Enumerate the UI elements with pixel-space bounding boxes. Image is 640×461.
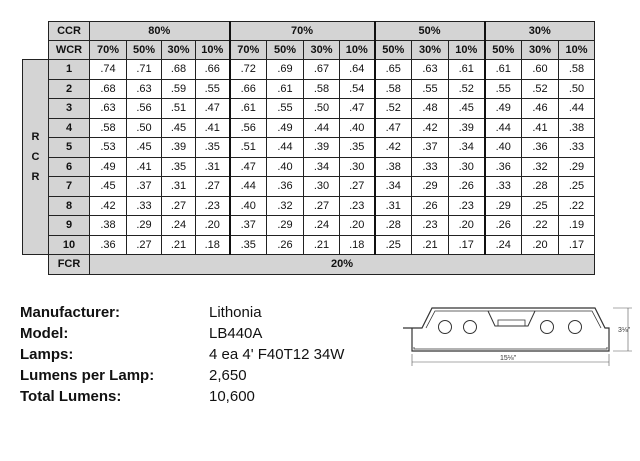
wcr-label: WCR bbox=[49, 41, 90, 60]
cu-value-cell: .45 bbox=[127, 138, 162, 158]
ballast-channel bbox=[488, 311, 535, 326]
cu-value-cell: .36 bbox=[267, 177, 304, 197]
rcr-row-number: 4 bbox=[49, 118, 90, 138]
cu-value-cell: .24 bbox=[485, 235, 522, 255]
rcr-row-number: 6 bbox=[49, 157, 90, 177]
coefficient-of-utilization-table bbox=[22, 21, 595, 275]
rcr-side-label bbox=[23, 60, 49, 255]
cu-value-cell: .52 bbox=[449, 79, 485, 99]
cu-value-cell: .30 bbox=[340, 157, 375, 177]
ccr-label: CCR bbox=[49, 22, 90, 41]
spec-label: Model: bbox=[20, 325, 69, 342]
rcr-letter: R bbox=[31, 171, 40, 183]
cu-value-cell: .35 bbox=[196, 138, 230, 158]
lamp-2 bbox=[464, 321, 477, 334]
wcr-header: 30% bbox=[162, 41, 196, 60]
cu-value-cell: .27 bbox=[304, 196, 340, 216]
cu-value-cell: .50 bbox=[127, 118, 162, 138]
cu-value-cell: .53 bbox=[90, 138, 127, 158]
cu-value-cell: .26 bbox=[449, 177, 485, 197]
cu-value-cell: .56 bbox=[230, 118, 267, 138]
cu-value-cell: .28 bbox=[375, 216, 412, 236]
cu-value-cell: .44 bbox=[304, 118, 340, 138]
table-corner-blank bbox=[23, 41, 49, 60]
rcr-letter: R bbox=[31, 131, 40, 143]
cu-value-cell: .25 bbox=[522, 196, 559, 216]
wcr-header: 50% bbox=[485, 41, 522, 60]
cu-value-cell: .21 bbox=[412, 235, 449, 255]
rcr-row-number: 2 bbox=[49, 79, 90, 99]
cu-value-cell: .35 bbox=[162, 157, 196, 177]
cu-value-cell: .66 bbox=[196, 60, 230, 80]
cu-value-cell: .27 bbox=[162, 196, 196, 216]
lens-frame bbox=[414, 347, 607, 349]
cu-value-cell: .39 bbox=[304, 138, 340, 158]
cu-value-cell: .44 bbox=[230, 177, 267, 197]
cu-value-cell: .44 bbox=[559, 99, 595, 119]
cu-value-cell: .42 bbox=[90, 196, 127, 216]
cu-value-cell: .58 bbox=[375, 79, 412, 99]
spec-label: Manufacturer: bbox=[20, 304, 121, 321]
wcr-header: 30% bbox=[304, 41, 340, 60]
lamp-4 bbox=[569, 321, 582, 334]
cu-value-cell: .68 bbox=[162, 60, 196, 80]
cu-value-cell: .52 bbox=[375, 99, 412, 119]
cu-value-cell: .34 bbox=[304, 157, 340, 177]
cu-value-cell: .36 bbox=[485, 157, 522, 177]
cu-value-cell: .60 bbox=[522, 60, 559, 80]
cu-value-cell: .45 bbox=[449, 99, 485, 119]
cu-value-cell: .66 bbox=[230, 79, 267, 99]
rcr-letter: C bbox=[31, 151, 40, 163]
cu-value-cell: .17 bbox=[449, 235, 485, 255]
cu-value-cell: .41 bbox=[196, 118, 230, 138]
cu-value-cell: .42 bbox=[412, 118, 449, 138]
cu-value-cell: .38 bbox=[375, 157, 412, 177]
wcr-header: 70% bbox=[90, 41, 127, 60]
cu-value-cell: .29 bbox=[559, 157, 595, 177]
wcr-header: 10% bbox=[340, 41, 375, 60]
cu-value-cell: .17 bbox=[559, 235, 595, 255]
wcr-header: 30% bbox=[522, 41, 559, 60]
rcr-row-number: 8 bbox=[49, 196, 90, 216]
cu-value-cell: .52 bbox=[522, 79, 559, 99]
rcr-row-number: 9 bbox=[49, 216, 90, 236]
cu-value-cell: .26 bbox=[485, 216, 522, 236]
cu-value-cell: .32 bbox=[522, 157, 559, 177]
cu-value-cell: .18 bbox=[340, 235, 375, 255]
wcr-header: 10% bbox=[196, 41, 230, 60]
cu-value-cell: .58 bbox=[304, 79, 340, 99]
cu-value-cell: .56 bbox=[127, 99, 162, 119]
cu-value-cell: .47 bbox=[230, 157, 267, 177]
cu-value-cell: .38 bbox=[559, 118, 595, 138]
cu-value-cell: .61 bbox=[267, 79, 304, 99]
cu-value-cell: .35 bbox=[230, 235, 267, 255]
cu-value-cell: .37 bbox=[127, 177, 162, 197]
cu-value-cell: .48 bbox=[412, 99, 449, 119]
cu-value-cell: .21 bbox=[162, 235, 196, 255]
wcr-header: 30% bbox=[412, 41, 449, 60]
rcr-row-number: 5 bbox=[49, 138, 90, 158]
spec-value: 2,650 bbox=[209, 367, 247, 384]
spec-label: Lamps: bbox=[20, 346, 74, 363]
cu-value-cell: .23 bbox=[449, 196, 485, 216]
wcr-header: 10% bbox=[449, 41, 485, 60]
wcr-header: 10% bbox=[559, 41, 595, 60]
cu-value-cell: .25 bbox=[559, 177, 595, 197]
cu-value-cell: .47 bbox=[375, 118, 412, 138]
cu-value-cell: .19 bbox=[559, 216, 595, 236]
cu-value-cell: .22 bbox=[559, 196, 595, 216]
cu-value-cell: .49 bbox=[485, 99, 522, 119]
rcr-row-number: 3 bbox=[49, 99, 90, 119]
cu-value-cell: .61 bbox=[230, 99, 267, 119]
cu-value-cell: .29 bbox=[127, 216, 162, 236]
cu-value-cell: .31 bbox=[375, 196, 412, 216]
lamp-3 bbox=[541, 321, 554, 334]
cu-value-cell: .31 bbox=[196, 157, 230, 177]
cu-value-cell: .37 bbox=[412, 138, 449, 158]
ccr-group-header: 80% bbox=[90, 22, 230, 41]
cu-value-cell: .23 bbox=[340, 196, 375, 216]
cu-value-cell: .45 bbox=[90, 177, 127, 197]
wcr-header: 70% bbox=[230, 41, 267, 60]
cu-value-cell: .29 bbox=[267, 216, 304, 236]
cu-value-cell: .29 bbox=[485, 196, 522, 216]
fcr-label: FCR bbox=[49, 255, 90, 275]
rcr-row-number: 1 bbox=[49, 60, 90, 80]
cu-value-cell: .42 bbox=[375, 138, 412, 158]
cu-value-cell: .59 bbox=[162, 79, 196, 99]
cu-value-cell: .68 bbox=[90, 79, 127, 99]
cu-value-cell: .51 bbox=[230, 138, 267, 158]
cu-value-cell: .21 bbox=[304, 235, 340, 255]
cu-value-cell: .37 bbox=[230, 216, 267, 236]
cu-value-cell: .47 bbox=[340, 99, 375, 119]
cu-value-cell: .39 bbox=[449, 118, 485, 138]
cu-value-cell: .38 bbox=[90, 216, 127, 236]
housing-inner-line bbox=[426, 311, 601, 328]
fcr-value: 20% bbox=[90, 255, 595, 275]
cu-value-cell: .28 bbox=[522, 177, 559, 197]
cu-value-cell: .61 bbox=[449, 60, 485, 80]
cu-value-cell: .36 bbox=[522, 138, 559, 158]
fixture-cross-section-drawing bbox=[400, 300, 635, 380]
cu-value-cell: .41 bbox=[127, 157, 162, 177]
cu-value-cell: .20 bbox=[522, 235, 559, 255]
cu-value-cell: .34 bbox=[375, 177, 412, 197]
spec-label: Lumens per Lamp: bbox=[20, 367, 155, 384]
cu-value-cell: .55 bbox=[196, 79, 230, 99]
cu-value-cell: .23 bbox=[196, 196, 230, 216]
cu-value-cell: .58 bbox=[90, 118, 127, 138]
cu-value-cell: .58 bbox=[559, 60, 595, 80]
cu-value-cell: .61 bbox=[485, 60, 522, 80]
cu-value-cell: .29 bbox=[412, 177, 449, 197]
cu-value-cell: .54 bbox=[340, 79, 375, 99]
rcr-row-number: 7 bbox=[49, 177, 90, 197]
cu-value-cell: .40 bbox=[485, 138, 522, 158]
cu-value-cell: .33 bbox=[412, 157, 449, 177]
wcr-header: 50% bbox=[375, 41, 412, 60]
cu-value-cell: .55 bbox=[412, 79, 449, 99]
ccr-group-header: 30% bbox=[485, 22, 595, 41]
cu-value-cell: .72 bbox=[230, 60, 267, 80]
cu-value-cell: .74 bbox=[90, 60, 127, 80]
cu-value-cell: .55 bbox=[485, 79, 522, 99]
cu-value-cell: .33 bbox=[559, 138, 595, 158]
cu-value-cell: .40 bbox=[340, 118, 375, 138]
cu-value-cell: .20 bbox=[340, 216, 375, 236]
cu-value-cell: .40 bbox=[230, 196, 267, 216]
rcr-row-number: 10 bbox=[49, 235, 90, 255]
cu-value-cell: .31 bbox=[162, 177, 196, 197]
cu-value-cell: .33 bbox=[485, 177, 522, 197]
cu-value-cell: .30 bbox=[449, 157, 485, 177]
cu-value-cell: .50 bbox=[304, 99, 340, 119]
cu-value-cell: .46 bbox=[522, 99, 559, 119]
cu-value-cell: .23 bbox=[412, 216, 449, 236]
cu-value-cell: .36 bbox=[90, 235, 127, 255]
cu-value-cell: .18 bbox=[196, 235, 230, 255]
cu-value-cell: .35 bbox=[340, 138, 375, 158]
cu-value-cell: .65 bbox=[375, 60, 412, 80]
spec-value: 4 ea 4' F40T12 34W bbox=[209, 346, 345, 363]
wcr-header: 50% bbox=[127, 41, 162, 60]
cu-value-cell: .40 bbox=[267, 157, 304, 177]
cu-value-cell: .39 bbox=[162, 138, 196, 158]
cu-value-cell: .50 bbox=[559, 79, 595, 99]
cu-value-cell: .27 bbox=[196, 177, 230, 197]
cu-value-cell: .24 bbox=[162, 216, 196, 236]
spec-value: 10,600 bbox=[209, 388, 255, 405]
lamp-1 bbox=[439, 321, 452, 334]
width-dimension-label: 15⅛" bbox=[500, 355, 517, 362]
cu-value-cell: .34 bbox=[449, 138, 485, 158]
cu-value-cell: .27 bbox=[340, 177, 375, 197]
cu-value-cell: .27 bbox=[127, 235, 162, 255]
table-corner-blank bbox=[23, 22, 49, 41]
cu-value-cell: .20 bbox=[196, 216, 230, 236]
housing-outline bbox=[403, 308, 609, 351]
cu-value-cell: .20 bbox=[449, 216, 485, 236]
cu-value-cell: .49 bbox=[90, 157, 127, 177]
cu-value-cell: .33 bbox=[127, 196, 162, 216]
cu-value-cell: .22 bbox=[522, 216, 559, 236]
cu-value-cell: .63 bbox=[127, 79, 162, 99]
cu-value-cell: .25 bbox=[375, 235, 412, 255]
ccr-group-header: 70% bbox=[230, 22, 375, 41]
cu-value-cell: .41 bbox=[522, 118, 559, 138]
spec-value: Lithonia bbox=[209, 304, 262, 321]
cu-value-cell: .26 bbox=[267, 235, 304, 255]
cu-value-cell: .45 bbox=[162, 118, 196, 138]
cu-value-cell: .64 bbox=[340, 60, 375, 80]
spec-value: LB440A bbox=[209, 325, 263, 342]
cu-value-cell: .32 bbox=[267, 196, 304, 216]
cu-value-cell: .26 bbox=[412, 196, 449, 216]
cu-value-cell: .44 bbox=[267, 138, 304, 158]
table-corner-blank bbox=[23, 255, 49, 275]
height-dimension-label: 3⅛" bbox=[618, 327, 631, 334]
cu-value-cell: .51 bbox=[162, 99, 196, 119]
cu-value-cell: .30 bbox=[304, 177, 340, 197]
spec-label: Total Lumens: bbox=[20, 388, 122, 405]
cu-value-cell: .71 bbox=[127, 60, 162, 80]
cu-value-cell: .63 bbox=[412, 60, 449, 80]
cu-value-cell: .24 bbox=[304, 216, 340, 236]
rcr-vertical-text bbox=[23, 127, 48, 187]
cu-value-cell: .67 bbox=[304, 60, 340, 80]
cu-value-cell: .47 bbox=[196, 99, 230, 119]
cu-value-cell: .63 bbox=[90, 99, 127, 119]
cu-value-cell: .49 bbox=[267, 118, 304, 138]
wcr-header: 50% bbox=[267, 41, 304, 60]
cu-value-cell: .44 bbox=[485, 118, 522, 138]
cu-value-cell: .55 bbox=[267, 99, 304, 119]
cu-value-cell: .69 bbox=[267, 60, 304, 80]
ccr-group-header: 50% bbox=[375, 22, 485, 41]
